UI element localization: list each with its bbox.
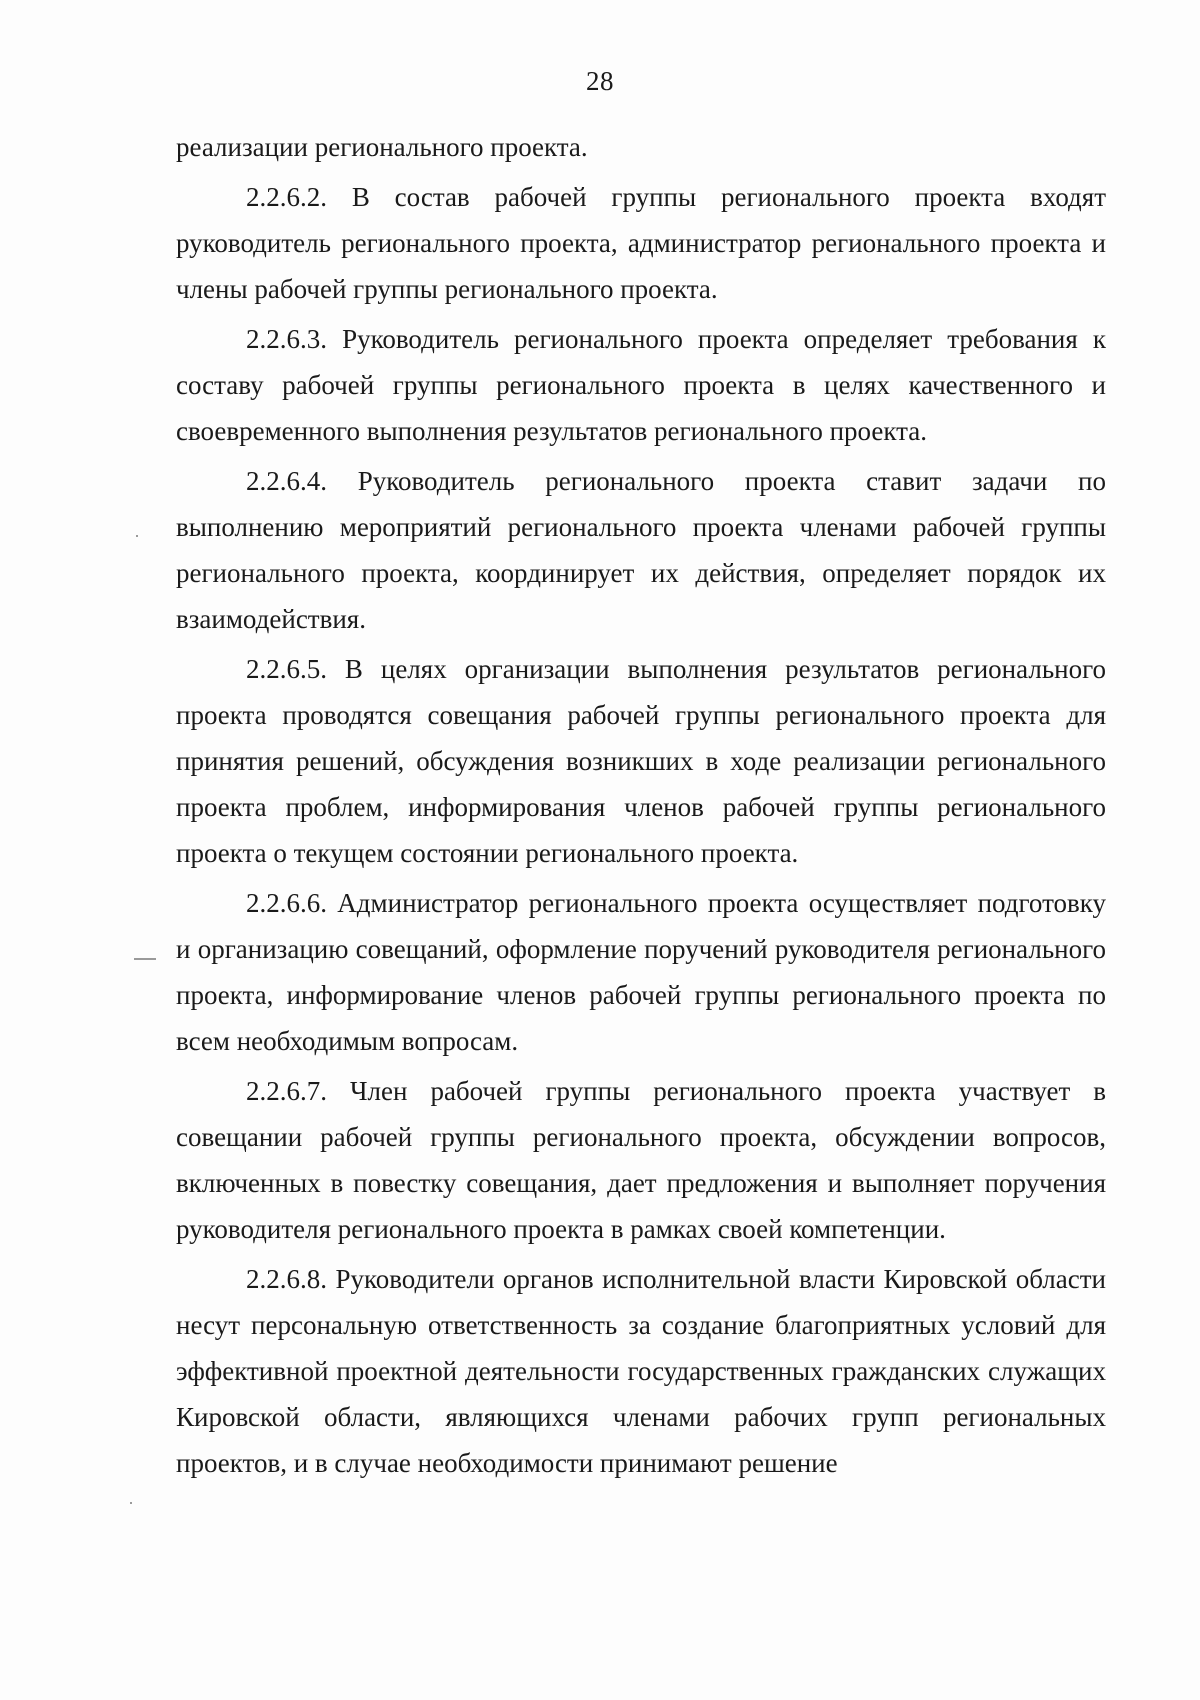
paragraph-2-2-6-7: 2.2.6.7. Член рабочей группы регионального проекта участвует в совещании рабочей группы регионального проекта, обсуждении вопросов, включенных в повестку совещания, дает предложения и выполняет поручения руководителя регионального проекта в рамках своей компетенции. [176, 1076, 1106, 1244]
paragraph-2-2-6-3: 2.2.6.3. Руководитель регионального проекта определяет требования к составу рабочей группы регионального проекта в целях качественного и своевременного выполнения результатов регионального проекта. [176, 324, 1106, 446]
paragraph-2-2-6-8: 2.2.6.8. Руководители органов исполнительной власти Кировской области несут персональную ответственность за создание благоприятных условий для эффективной проектной деятельности государственных гражданских служащих Кировской области, являющихся членами рабочих групп региональных проектов, и в случае необходимости принимают решение [176, 1264, 1106, 1478]
scan-artifact-dot [136, 535, 138, 537]
paragraph-2-2-6-4: 2.2.6.4. Руководитель регионального проекта ставит задачи по выполнению мероприятий регионального проекта членами рабочей группы регионального проекта, координирует их действия, определяет порядок их взаимодействия. [176, 466, 1106, 634]
scan-artifact-dot [130, 1502, 132, 1504]
document-body [176, 124, 1106, 1486]
paragraph-2-2-6-2: 2.2.6.2. В состав рабочей группы регионального проекта входят руководитель регионального проекта, администратор регионального проекта и члены рабочей группы регионального проекта. [176, 182, 1106, 304]
page-number: 28 [586, 66, 614, 96]
paragraph-2-2-6-6: 2.2.6.6. Администратор регионального проекта осуществляет подготовку и организацию совещаний, оформление поручений руководителя регионального проекта, информирование членов рабочей группы регионального проекта по всем необходимым вопросам. [176, 888, 1106, 1056]
continuation-line: реализации регионального проекта. [176, 132, 588, 162]
scan-artifact-mark [134, 958, 156, 960]
paragraph-2-2-6-5: 2.2.6.5. В целях организации выполнения результатов регионального проекта проводятся совещания рабочей группы регионального проекта для принятия решений, обсуждения возникших в ходе реализации регионального проекта проблем, информирования членов рабочей группы регионального проекта о текущем состоянии регионального проекта. [176, 654, 1106, 868]
